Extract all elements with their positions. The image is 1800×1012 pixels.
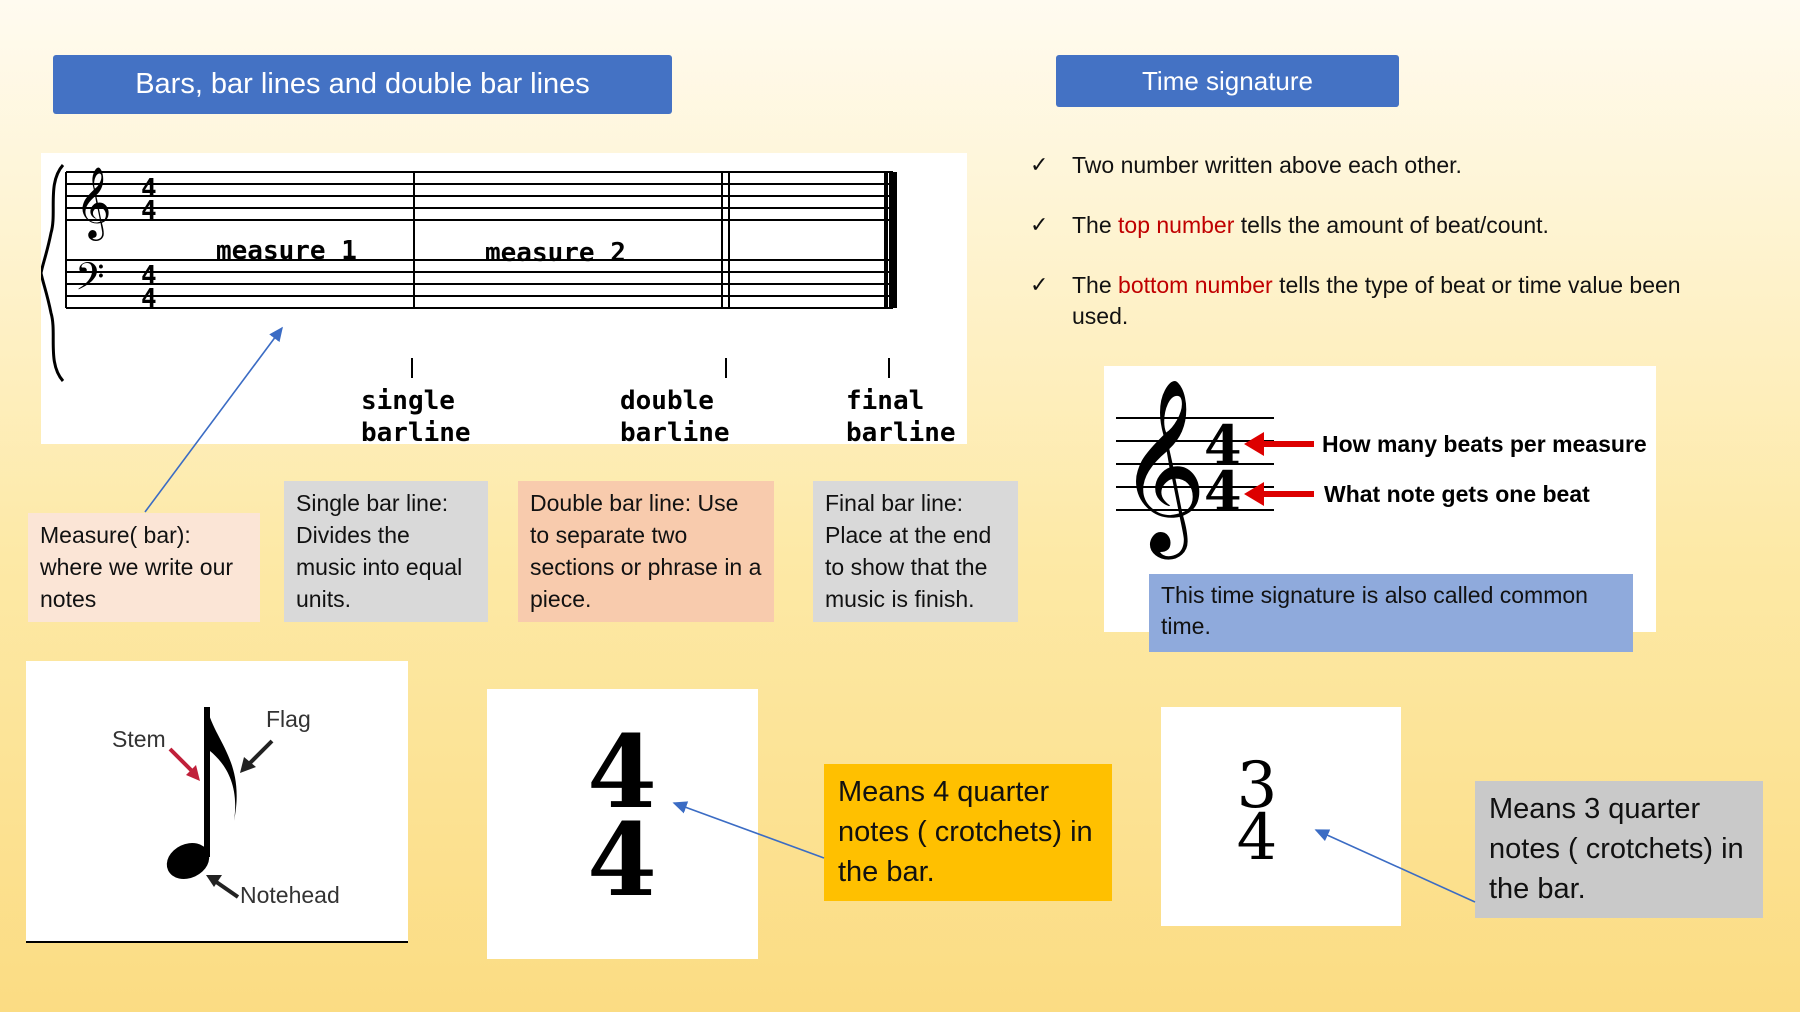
bass-clef-icon: 𝄢 (75, 254, 105, 308)
single-barline-box: Single bar line: Divides the music into equal units. (284, 481, 488, 622)
bass-timesig-bottom: 4 (141, 284, 157, 314)
treble-timesig-bottom: 4 (141, 196, 157, 226)
timesig-top: 4 (1204, 413, 1242, 477)
red-arrow-icon (1244, 482, 1264, 506)
double-label-1: double (620, 386, 714, 416)
measure-1-label: measure 1 (216, 236, 357, 266)
three-four-top: 3 (1236, 749, 1278, 823)
callout-three-four: Means 3 quarter notes ( crotchets) in the bar. (1475, 781, 1763, 918)
check-icon: ✓ (1030, 153, 1049, 178)
four-four-top: 4 (587, 713, 657, 831)
flag-label: Flag (266, 706, 311, 732)
bullet-2 (1030, 210, 1730, 241)
staff-image (41, 153, 967, 444)
note-anatomy-image (26, 661, 408, 943)
stem-label: Stem (112, 726, 166, 752)
final-label-2: barline (846, 418, 956, 444)
top-number-highlight: top number (1118, 212, 1235, 238)
bass-timesig-top: 4 (141, 261, 157, 291)
common-time-caption: This time signature is also called common time. (1149, 574, 1633, 652)
single-label-1: single (361, 386, 455, 416)
bottom-meaning: What note gets one beat (1324, 481, 1590, 507)
flag-arrow-icon (248, 741, 272, 765)
left-title: Bars, bar lines and double bar lines (53, 55, 672, 114)
bass-staff (66, 260, 783, 308)
bullet-3-text: The bottom number tells the type of beat or time value been used. (1072, 272, 1681, 329)
three-four-image (1161, 707, 1401, 926)
time-signature-bullets (1030, 150, 1730, 361)
double-label-2: barline (620, 418, 730, 444)
final-label-1: final (846, 386, 925, 416)
treble-timesig-top: 4 (141, 174, 157, 204)
bottom-number-highlight: bottom number (1118, 272, 1273, 298)
callout-four-four: Means 4 quarter notes ( crotchets) in the bar. (824, 764, 1112, 901)
flag-shape (207, 707, 237, 821)
final-barline-thick (889, 172, 897, 308)
single-label-2: barline (361, 418, 471, 444)
timesig-bottom: 4 (1204, 459, 1242, 523)
bullet-3 (1030, 270, 1730, 332)
bullet-1 (1030, 150, 1730, 181)
grand-staff-diagram (41, 153, 967, 444)
check-icon: ✓ (1030, 213, 1049, 238)
final-barline-box: Final bar line: Place at the end to show that the music is finish. (813, 481, 1018, 622)
brace (41, 165, 63, 381)
three-four-bottom: 4 (1236, 801, 1278, 875)
treble-clef-icon: 𝄞 (75, 165, 112, 238)
measure-box: Measure( bar): where we write our notes (28, 513, 260, 622)
measure-2-label: measure 2 (485, 238, 626, 268)
four-four-image (487, 689, 758, 959)
notehead-label: Notehead (240, 882, 340, 908)
double-barline-box: Double bar line: Use to separate two sections or phrase in a piece. (518, 481, 774, 622)
bullet-1-text: Two number written above each other. (1072, 152, 1462, 178)
treble-staff (66, 172, 783, 220)
treble-clef-icon: 𝄞 (1118, 378, 1207, 552)
red-arrow-icon (1244, 432, 1264, 456)
right-title: Time signature (1056, 55, 1399, 107)
check-icon: ✓ (1030, 273, 1049, 298)
bullet-2-text: The top number tells the amount of beat/count. (1072, 212, 1549, 238)
top-meaning: How many beats per measure (1322, 431, 1647, 457)
four-four-bottom: 4 (587, 801, 657, 919)
